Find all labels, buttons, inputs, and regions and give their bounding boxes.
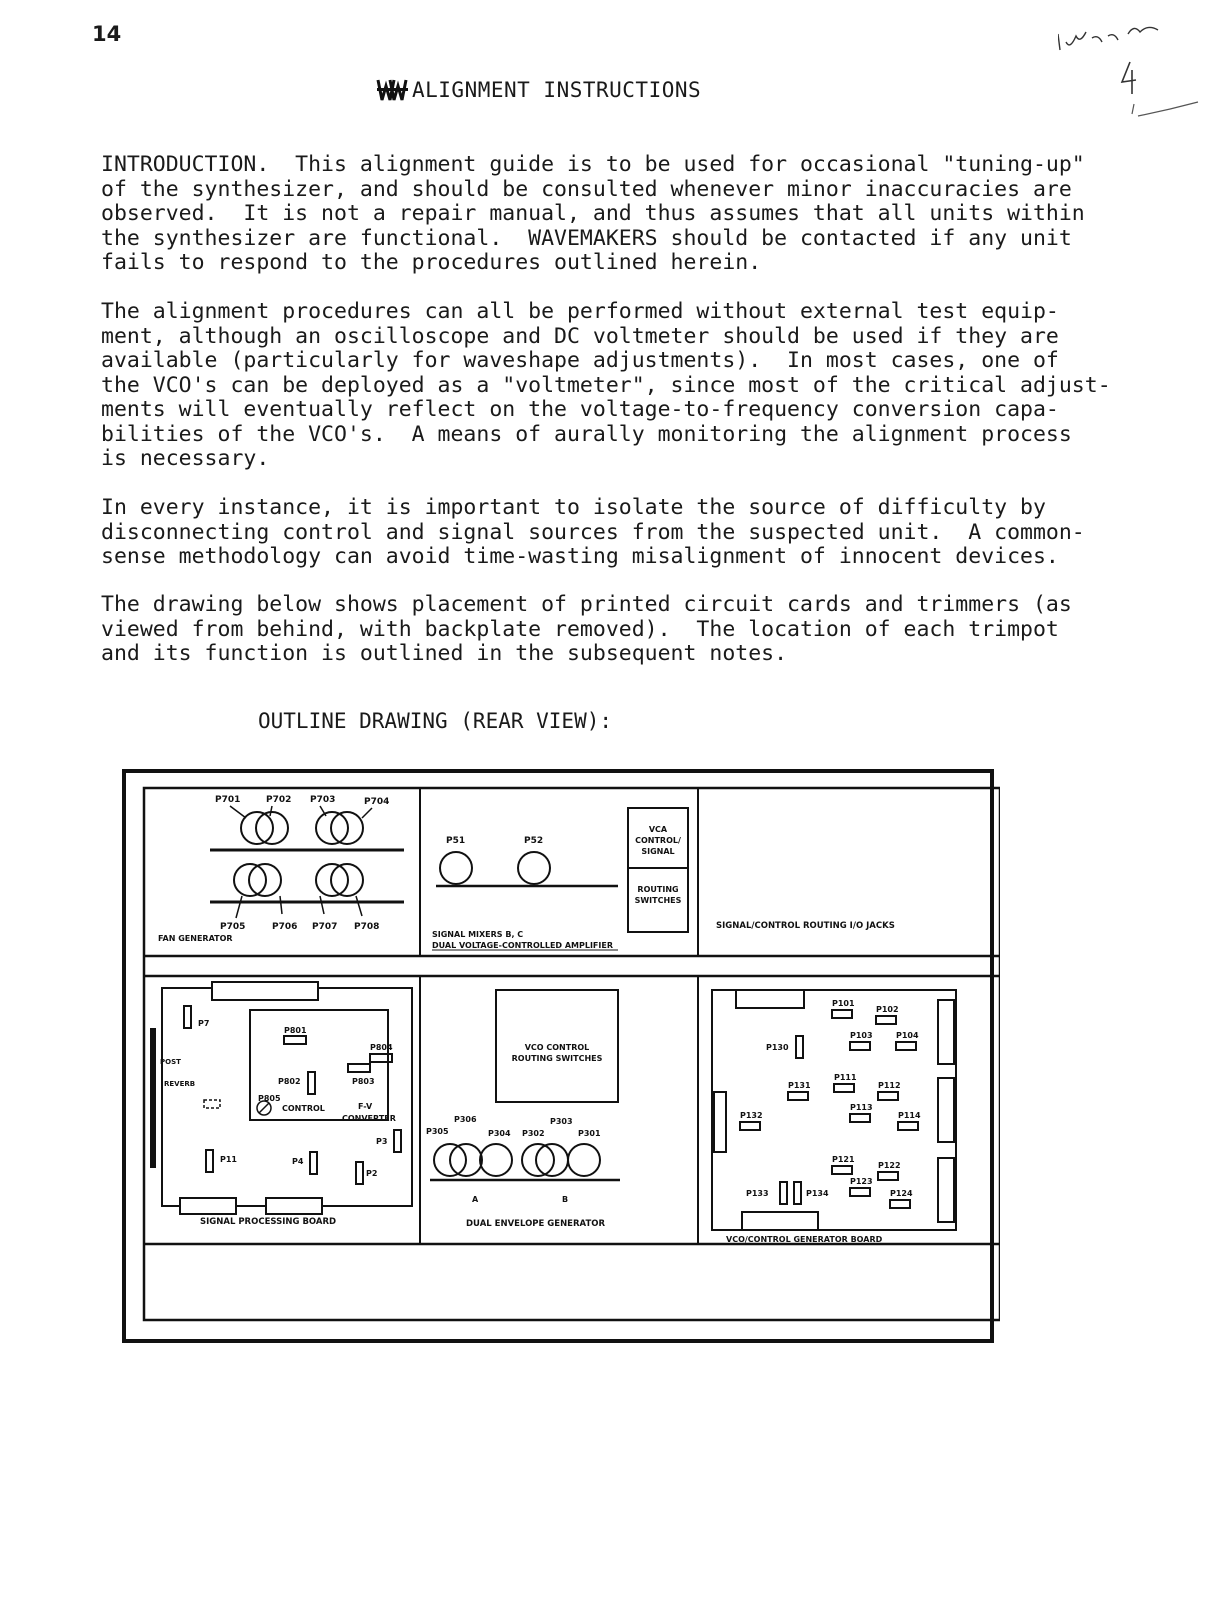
trimmer-label: P102 [876, 1005, 899, 1014]
trimmer-label: P51 [446, 836, 466, 846]
paragraph-drawing-note: The drawing below shows placement of printed circuit cards and trimmers (as viewed from behind, with backplate removed). The location of each trimpot and its function is outlined in the subsequent notes. [101, 592, 1072, 666]
trimmer-label: P701 [215, 795, 241, 805]
trimmer-label: P131 [788, 1081, 811, 1090]
trimmer-label: P804 [370, 1043, 393, 1052]
fan-generator-section [158, 795, 404, 943]
fv-label: F-V [358, 1102, 373, 1111]
trimmer-label: P801 [284, 1026, 307, 1035]
section-label: FAN GENERATOR [158, 934, 233, 943]
paragraph-isolation: In every instance, it is important to isolate the source of difficulty by disconnecting control and signal sources from the suspected unit. A common- sense methodology can avoid time-wasting misalignment of innocent devices. [101, 495, 1085, 569]
trimmer-label: P123 [850, 1177, 873, 1186]
box-label: SIGNAL [641, 847, 675, 856]
signal-mixers-section [432, 808, 688, 950]
trimmer-label: P704 [364, 797, 390, 807]
box-label: VCO CONTROL [524, 1043, 590, 1052]
page-number: 14 [92, 22, 122, 46]
paragraph-procedures: The alignment procedures can all be performed without external test equip- ment, although an oscilloscope and DC voltmeter should be used if they are available (particularly for waveshape adjustments). In most cases, one of the VCO's can be deployed as a "voltmeter", since most of the critical adjust- ments will eventually reflect on the voltage-to-frequency conversion capa- bilities of the VCO's. A means of aurally monitoring the alignment process is necessary. [101, 299, 1111, 471]
trimmer-label: P121 [832, 1155, 855, 1164]
signal-processing-section [150, 982, 412, 1227]
trimmer-label: P11 [220, 1155, 237, 1164]
trimmer-label: P707 [312, 922, 338, 932]
trimmer-label: P134 [806, 1189, 829, 1198]
outline-drawing [120, 768, 1000, 1348]
trimmer-label: P703 [310, 795, 336, 805]
trimmer-label: P101 [832, 999, 855, 1008]
trimmer-label: P805 [258, 1094, 281, 1103]
outline-drawing-title: OUTLINE DRAWING (REAR VIEW): [258, 709, 613, 733]
trimmer-label: P803 [352, 1077, 375, 1086]
trimmer-label: P103 [850, 1031, 873, 1040]
box-label: VCA [648, 825, 668, 834]
trimmer-label: P122 [878, 1161, 901, 1170]
vco-board-section [712, 990, 956, 1244]
trimmer-label: P303 [550, 1117, 573, 1126]
page-heading [376, 78, 701, 102]
box-label: SWITCHES [634, 896, 682, 905]
channel-label: B [562, 1195, 569, 1204]
section-label: SIGNAL PROCESSING BOARD [200, 1217, 337, 1227]
trimmer-label: P4 [292, 1157, 304, 1166]
section-label: DUAL ENVELOPE GENERATOR [466, 1219, 606, 1229]
paragraph-introduction: INTRODUCTION. This alignment guide is to be used for occasional "tuning-up" of the synthesizer, and should be consulted whenever minor inaccuracies are observed. It is not a repair manual, and thus assumes that all units within the synthesizer are functional. WAVEMAKERS should be contacted if any unit fails to respond to the procedures outlined herein. [101, 152, 1085, 275]
trimmer-label: P706 [272, 922, 298, 932]
section-label: SIGNAL MIXERS B, C [432, 930, 524, 939]
trimmer-label: P304 [488, 1129, 511, 1138]
converter-label: CONVERTER [342, 1114, 396, 1123]
side-label: POST [160, 1058, 181, 1066]
trimmer-label: P130 [766, 1043, 789, 1052]
section-label: VCO/CONTROL GENERATOR BOARD [726, 1235, 883, 1244]
trimmer-label: P802 [278, 1077, 301, 1086]
envelope-generator-section [426, 990, 620, 1229]
trimmer-label: P124 [890, 1189, 913, 1198]
trimmer-label: P2 [366, 1169, 378, 1178]
section-label: DUAL VOLTAGE-CONTROLLED AMPLIFIER [432, 941, 613, 950]
section-label: SIGNAL/CONTROL ROUTING I/O JACKS [716, 921, 895, 931]
handwritten-annotation-icon [1058, 14, 1218, 124]
trimmer-label: P132 [740, 1111, 763, 1120]
side-label: REVERB [164, 1080, 196, 1088]
trimmer-label: P702 [266, 795, 292, 805]
trimmer-label: P705 [220, 922, 246, 932]
trimmer-label: P708 [354, 922, 380, 932]
trimmer-label: P302 [522, 1129, 545, 1138]
trimmer-label: P111 [834, 1073, 857, 1082]
box-label: CONTROL/ [635, 836, 681, 845]
wavemakers-logo-icon [376, 78, 410, 102]
channel-label: A [472, 1195, 479, 1204]
trimmer-label: P301 [578, 1129, 601, 1138]
trimmer-label: P133 [746, 1189, 769, 1198]
trimmer-label: P7 [198, 1019, 210, 1028]
trimmer-label: P305 [426, 1127, 449, 1136]
trimmer-label: P112 [878, 1081, 901, 1090]
trimmer-label: P113 [850, 1103, 873, 1112]
box-label: ROUTING [637, 885, 679, 894]
trimmer-label: P52 [524, 836, 544, 846]
trimmer-label: P104 [896, 1031, 919, 1040]
box-label: ROUTING SWITCHES [511, 1054, 603, 1063]
trimmer-label: P114 [898, 1111, 921, 1120]
trimmer-label: P3 [376, 1137, 388, 1146]
heading-text: ALIGNMENT INSTRUCTIONS [412, 78, 702, 102]
control-label: CONTROL [282, 1104, 325, 1113]
trimmer-label: P306 [454, 1115, 477, 1124]
